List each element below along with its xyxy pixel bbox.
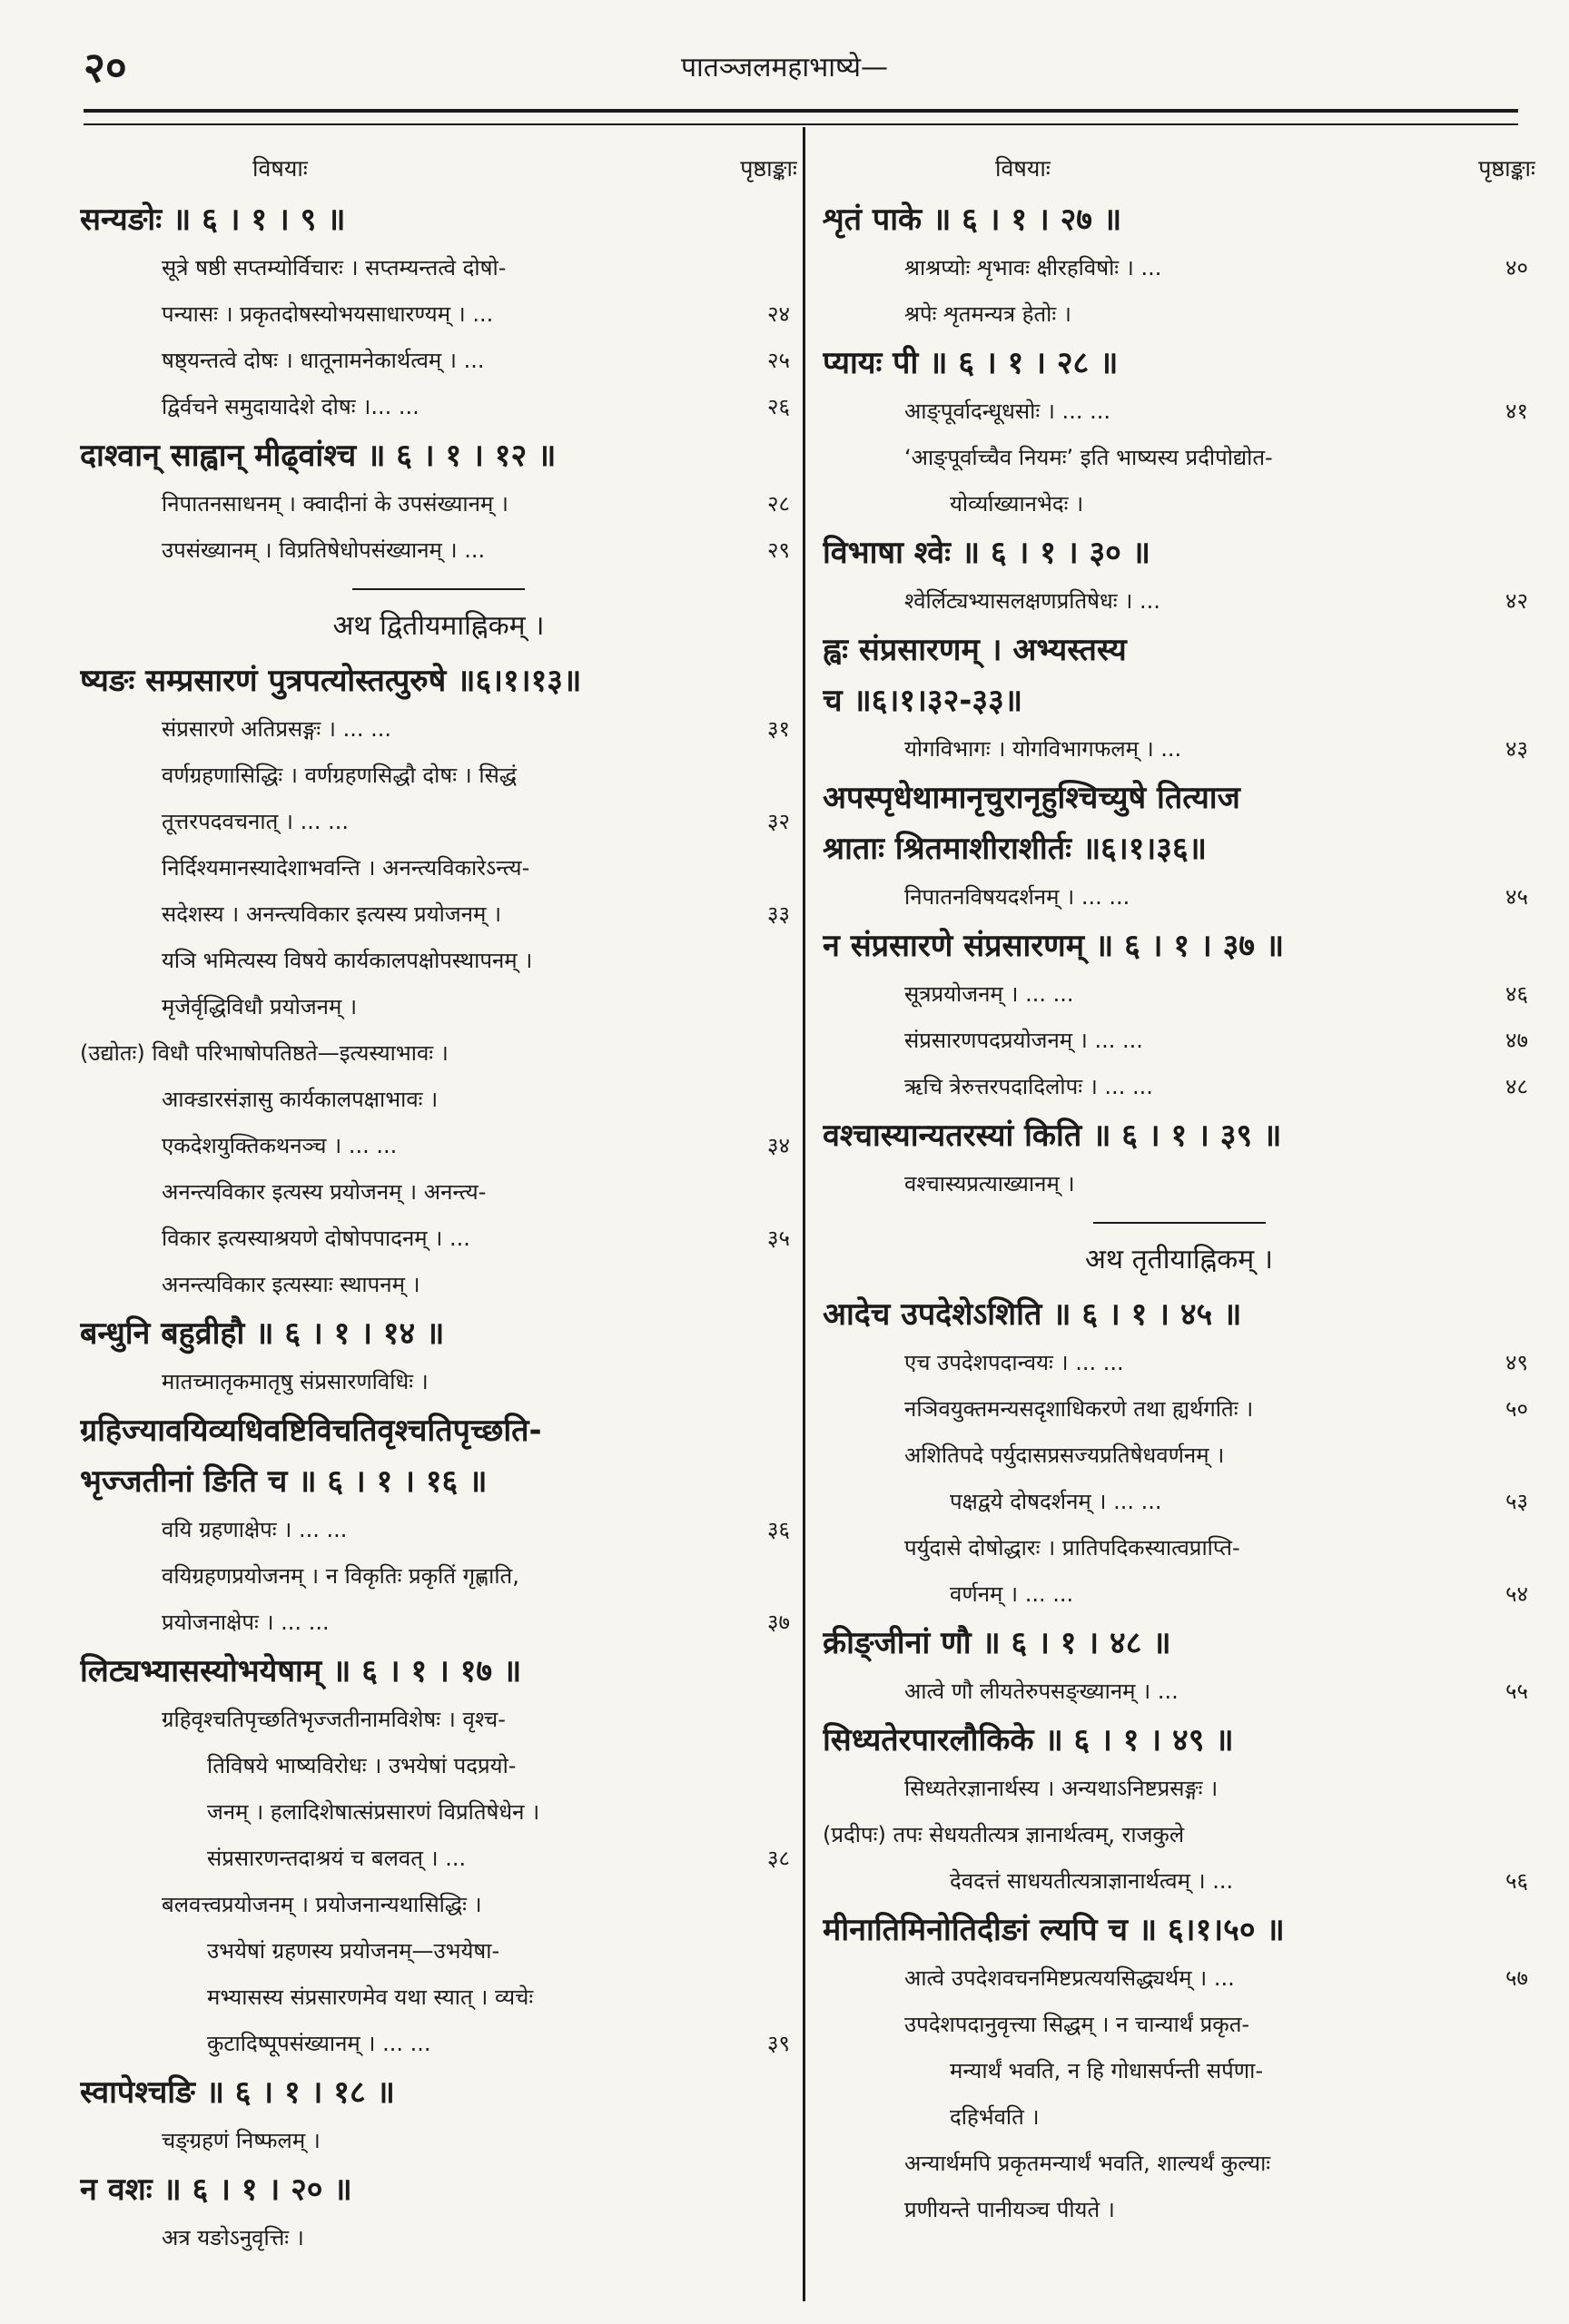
- entry-topic: वश्चास्यप्रत्याख्यानम् ।: [904, 1171, 1075, 1196]
- sutra-heading: भृज्जतीनां ङिति च ॥ ६ । १ । १६ ॥: [80, 1463, 488, 1500]
- index-entry: [823, 1571, 1535, 1618]
- index-entry: [823, 874, 1535, 921]
- entry-topic: वर्णनम् । ... ...: [950, 1581, 1074, 1607]
- index-entry: [80, 845, 797, 891]
- entry-topic: नञिवयुक्तमन्यसदृशाधिकरणे तथा ह्यर्थगतिः ।: [904, 1396, 1254, 1422]
- index-entry: [823, 1386, 1535, 1433]
- entry-page-number: ४०: [1505, 255, 1528, 281]
- entry-topic: पक्षद्वये दोषदर्शनम् । ... ...: [950, 1489, 1162, 1514]
- entry-topic: उभयेषां ग्रहणस्य प्रयोजनम्—उभयेषा-: [207, 1938, 500, 1964]
- entry-page-number: ५०: [1505, 1396, 1528, 1422]
- index-entry: [823, 578, 1535, 625]
- sutra-heading: बन्धुनि बहुव्रीहौ ॥ ६ । १ । १४ ॥: [80, 1315, 445, 1352]
- index-entry: [823, 2094, 1535, 2141]
- entry-topic: वर्णग्रहणासिद्धिः । वर्णग्रहणसिद्धौ दोषः । सिद्धं: [162, 763, 518, 788]
- index-entry: [80, 1262, 797, 1308]
- section-divider: [352, 588, 525, 590]
- index-entry: [823, 1955, 1535, 2002]
- entry-page-number: ५७: [1505, 1965, 1528, 1991]
- index-entry: [823, 1525, 1535, 1571]
- entry-topic: श्रपेः शृतमन्यत्र हेतोः ।: [904, 301, 1071, 327]
- sutra-heading: ग्रहिज्यावयिव्यधिवष्टिविचतिवृश्चतिपृच्छति-: [80, 1413, 542, 1449]
- chapter-heading: अथ द्वितीयमाह्निकम् ।: [332, 610, 545, 642]
- index-entry: [80, 1507, 797, 1553]
- index-entry: [80, 2021, 797, 2067]
- entry-topic: प्रयोजनाक्षेपः । ... ...: [162, 1610, 330, 1635]
- index-entry: [80, 799, 797, 845]
- index-entry: [80, 1928, 797, 1974]
- right-column: [823, 145, 1535, 2297]
- entry-page-number: ३८: [767, 1846, 790, 1871]
- index-entry: [80, 1553, 797, 1600]
- entry-page-number: ३४: [767, 1133, 790, 1158]
- sutra-heading: मीनातिमिनोतिदीङां ल्यपि च ॥ ६।१।५० ॥: [823, 1912, 1285, 1948]
- sutra-heading: च ॥६।१।३२-३३॥: [823, 683, 1023, 719]
- entry-topic: कुटादिष्पूपसंख्यानम् । ... ...: [207, 2031, 431, 2056]
- index-entry: [823, 971, 1535, 1018]
- entry-topic: योर्व्याख्यानभेदः ।: [950, 491, 1084, 517]
- entry-topic: वयिग्रहणप्रयोजनम् । न विकृतिः प्रकृतिं गृह्णाति,: [162, 1563, 519, 1589]
- index-entry: [823, 1161, 1535, 1207]
- index-entry: [80, 1697, 797, 1743]
- index-entry: [80, 245, 797, 291]
- entry-topic: तूत्तरपदवचनात् । ... ...: [162, 809, 350, 834]
- index-entry: [823, 1433, 1535, 1479]
- index-entry: [80, 338, 797, 384]
- entry-page-number: ५५: [1505, 1679, 1528, 1704]
- index-entry: [80, 1123, 797, 1169]
- entry-topic: अशितिपदे पर्युदासप्रसज्यप्रतिषेधवर्णनम् ।: [904, 1443, 1225, 1468]
- right-column-entries: [823, 194, 1535, 2233]
- sutra-heading: क्रीङ्जीनां णौ ॥ ६ । १ । ४८ ॥: [823, 1625, 1171, 1661]
- sutra-heading: स्वापेश्चङि ॥ ६ । १ । १८ ॥: [80, 2074, 395, 2111]
- entry-page-number: ५६: [1505, 1868, 1528, 1894]
- entry-topic: देवदत्तं साधयतीत्यत्राज्ञानार्थत्वम् । ...: [950, 1868, 1234, 1894]
- index-entry: [80, 706, 797, 753]
- index-entry: [823, 2187, 1535, 2233]
- sutra-heading: दाश्वान् साह्वान् मीढ्वांश्च ॥ ६ । १ । १२ ॥: [80, 438, 557, 474]
- sutra-heading: शृतं पाके ॥ ६ । १ । २७ ॥: [823, 202, 1122, 238]
- sutra-heading: विभाषा श्वेः ॥ ६ । १ । ३० ॥: [823, 535, 1151, 571]
- index-entry: [823, 1858, 1535, 1905]
- entry-topic: द्विर्वचने समुदायादेशे दोषः ।... ...: [162, 394, 419, 419]
- entry-page-number: ३१: [767, 716, 790, 742]
- entry-topic: निपातनसाधनम् । क्वादीनां के उपसंख्यानम् ।: [162, 491, 509, 517]
- index-entry: [80, 1836, 797, 1882]
- header-rule-secondary: [84, 123, 1518, 125]
- entry-topic: सूत्रप्रयोजनम् । ... ...: [904, 981, 1074, 1007]
- entry-topic: मृजेर्वृद्धिविधौ प्रयोजनम् ।: [162, 994, 358, 1019]
- entry-page-number: ४८: [1505, 1074, 1528, 1099]
- entry-topic: अनन्त्यविकार इत्यस्याः स्थापनम् ।: [162, 1272, 420, 1297]
- index-entry: [80, 2215, 797, 2261]
- entry-topic: संप्रसारणन्तदाश्रयं च बलवत् । ...: [207, 1846, 467, 1871]
- chapter-heading: अथ तृतीयाह्निकम् ।: [1084, 1244, 1274, 1275]
- index-entry: [823, 726, 1535, 773]
- index-entry: [823, 1766, 1535, 1812]
- sutra-heading: सिध्यतेरपारलौकिके ॥ ६ । १ । ४९ ॥: [823, 1722, 1234, 1758]
- entry-page-number: ४५: [1505, 884, 1528, 910]
- index-entry: [80, 527, 797, 574]
- entry-topic: ग्रहिवृश्चतिपृच्छतिभृज्जतीनामविशेषः । वृश्च-: [162, 1707, 506, 1732]
- entry-topic: उपसंख्यानम् । विप्रतिषेधोपसंख्यानम् । ...: [162, 537, 486, 563]
- entry-topic: पर्युदासे दोषोद्धारः । प्रातिपदिकस्यात्वप्राप्ति-: [904, 1535, 1240, 1561]
- sutra-heading: न वशः ॥ ६ । १ । २० ॥: [80, 2171, 352, 2208]
- entry-page-number: ३९: [767, 2031, 790, 2056]
- entry-topic: तिविषये भाष्यविरोधः । उभयेषां पदप्रयो-: [207, 1753, 517, 1778]
- entry-topic: संप्रसारणपदप्रयोजनम् । ... ...: [904, 1028, 1143, 1053]
- sutra-heading: ह्वः संप्रसारणम् । अभ्यस्तस्य: [823, 632, 1127, 668]
- entry-topic: श्राश्रप्योः शृभावः क्षीरहविषोः । ...: [904, 255, 1162, 281]
- entry-page-number: २५: [767, 348, 790, 373]
- index-entry: [80, 891, 797, 938]
- entry-page-number: ४१: [1505, 399, 1528, 424]
- sutra-heading: न संप्रसारणे संप्रसारणम् ॥ ६ । १ । ३७ ॥: [823, 928, 1285, 964]
- entry-topic: अन्यार्थमपि प्रकृतमन्यार्थं भवति, शाल्यर्थं कुल्याः: [904, 2151, 1271, 2176]
- sutra-heading: वश्चास्यान्यतरस्यां किति ॥ ६ । १ । ३९ ॥: [823, 1118, 1282, 1154]
- header-rule: [84, 109, 1518, 113]
- index-entry: [823, 1064, 1535, 1110]
- entry-topic: सदेशस्य । अनन्त्यविकार इत्यस्य प्रयोजनम् ।: [162, 901, 502, 927]
- entry-topic: ‘आङ्पूर्वाच्चैव नियमः’ इति भाष्यस्य प्रदीपोद्योत-: [904, 445, 1273, 470]
- entry-page-number: ५३: [1505, 1489, 1528, 1514]
- entry-topic: मातच्मातृकमातृषु संप्रसारणविधिः ।: [162, 1369, 429, 1394]
- index-entry: [823, 1812, 1535, 1858]
- entry-topic: मभ्यासस्य संप्रसारणमेव यथा स्यात् । व्यचेः: [207, 1984, 534, 2010]
- entry-topic: वयि ग्रहणाक्षेपः । ... ...: [162, 1517, 348, 1542]
- index-entry: [823, 245, 1535, 291]
- index-entry: [80, 984, 797, 1030]
- entry-page-number: २४: [767, 301, 790, 327]
- index-entry: [823, 2048, 1535, 2094]
- entry-topic: ऋचि त्रेरुत्तरपदादिलोपः । ... ...: [904, 1074, 1153, 1099]
- index-entry: [80, 1030, 797, 1077]
- entry-topic: मन्यार्थं भवति, न हि गोधासर्पन्ती सर्पणा-: [950, 2058, 1264, 2083]
- index-entry: [823, 1479, 1535, 1525]
- entry-topic: सूत्रे षष्ठी सप्तम्योर्विचारः । सप्तम्यन्तत्वे दोषो-: [162, 255, 507, 281]
- entry-page-number: ४३: [1505, 736, 1528, 762]
- entry-topic: दहिर्भवति ।: [950, 2104, 1040, 2130]
- index-entry: [80, 1169, 797, 1216]
- left-column-header: [80, 145, 797, 194]
- page-number: २०: [84, 43, 127, 92]
- running-title: पातञ्जलमहाभाष्ये—: [680, 52, 889, 84]
- entry-topic: पन्यासः । प्रकृतदोषस्योभयसाधारण्यम् । ...: [162, 301, 494, 327]
- entry-topic: (उद्योतः) विधौ परिभाषोपतिष्ठते—इत्यस्याभावः ।: [80, 1040, 449, 1066]
- entry-topic: श्वेर्लिट्यभ्यासलक्षणप्रतिषेधः । ...: [904, 588, 1160, 614]
- sutra-heading: सन्यङोः ॥ ६ । १ । ९ ॥: [80, 202, 346, 238]
- entry-page-number: ३५: [767, 1226, 790, 1251]
- entry-topic: विकार इत्यस्याश्रयणे दोषोपपादनम् । ...: [162, 1226, 470, 1251]
- entry-topic: जनम् । हलादिशेषात्संप्रसारणं विप्रतिषेधेन ।: [207, 1799, 540, 1825]
- entry-topic: योगविभागः । योगविभागफलम् । ...: [904, 736, 1182, 762]
- entry-page-number: ४७: [1505, 1028, 1528, 1053]
- index-entry: [80, 753, 797, 799]
- index-entry: [80, 1882, 797, 1928]
- sutra-heading: ष्यङः सम्प्रसारणं पुत्रपत्योस्तत्पुरुषे ॥६।१।१३॥: [80, 663, 582, 699]
- entry-page-number: २८: [767, 491, 790, 517]
- entry-topic: यञि भमित्यस्य विषये कार्यकालपक्षोपस्थापनम् ।: [162, 948, 533, 973]
- entry-page-number: २६: [767, 394, 790, 419]
- sutra-heading: लिट्यभ्यासस्योभयेषाम् ॥ ६ । १ । १७ ॥: [80, 1653, 522, 1689]
- entry-topic: एकदेशयुक्तिकथनञ्च । ... ...: [162, 1133, 398, 1158]
- index-entry: [80, 481, 797, 527]
- index-entry: [80, 1789, 797, 1836]
- index-entry: [80, 1359, 797, 1405]
- index-entry: [823, 1018, 1535, 1064]
- index-entry: [823, 435, 1535, 481]
- entry-page-number: ४९: [1505, 1350, 1528, 1375]
- index-entry: [80, 1743, 797, 1789]
- index-entry: [823, 291, 1535, 338]
- entry-topic: आत्वे णौ लीयतेरुपसङ्ख्यानम् । ...: [904, 1679, 1179, 1704]
- entry-topic: निपातनविषयदर्शनम् । ... ...: [904, 884, 1130, 910]
- section-divider: [1093, 1222, 1266, 1224]
- column-divider: [803, 127, 805, 2301]
- entry-topic: एच उपदेशपदान्वयः । ... ...: [904, 1350, 1124, 1375]
- index-entry: [80, 2118, 797, 2164]
- left-page-heading: पृष्ठाङ्काः: [740, 155, 797, 182]
- entry-topic: बलवत्त्वप्रयोजनम् । प्रयोजनान्यथासिद्धिः ।: [162, 1892, 482, 1917]
- entry-page-number: २९: [767, 537, 790, 563]
- index-entry: [80, 291, 797, 338]
- entry-topic: आङ्पूर्वादन्धूधसोः । ... ...: [904, 399, 1110, 424]
- entry-topic: अत्र यङोऽनुवृत्तिः ।: [162, 2225, 304, 2250]
- entry-topic: आक्डारसंज्ञासु कार्यकालपक्षाभावः ।: [162, 1087, 439, 1112]
- index-entry: [823, 1669, 1535, 1715]
- left-topic-heading: विषयाः: [252, 155, 308, 182]
- entry-topic: आत्वे उपदेशवचनमिष्टप्रत्ययसिद्ध्यर्थम् । ...: [904, 1965, 1235, 1991]
- entry-topic: चङ्ग्रहणं निष्फलम् ।: [162, 2128, 321, 2153]
- entry-page-number: ३२: [767, 809, 790, 834]
- entry-topic: उपदेशपदानुवृत्त्या सिद्धम् । न चान्यार्थं प्रकृत-: [904, 2012, 1250, 2037]
- index-entry: [80, 938, 797, 984]
- entry-page-number: ३३: [767, 901, 790, 927]
- entry-topic: प्रणीयन्ते पानीयञ्च पीयते ।: [904, 2197, 1115, 2222]
- sutra-heading: श्राताः श्रितमाशीराशीर्तः ॥६।१।३६॥: [823, 831, 1208, 867]
- entry-page-number: ३६: [767, 1517, 790, 1542]
- entry-topic: अनन्त्यविकार इत्यस्य प्रयोजनम् । अनन्त्य-: [162, 1179, 487, 1205]
- left-column: [80, 145, 797, 2297]
- right-page-heading: पृष्ठाङ्काः: [1478, 155, 1535, 182]
- index-entry: [80, 1974, 797, 2021]
- entry-topic: निर्दिश्यमानस्यादेशाभवन्ति । अनन्त्यविकारेऽन्त्य-: [162, 855, 530, 881]
- sutra-heading: अपस्पृधेथामानृचुरानृहुश्चिच्युषे तित्याज: [823, 780, 1240, 816]
- sutra-heading: प्यायः पी ॥ ६ । १ । २८ ॥: [823, 345, 1119, 381]
- index-entry: [823, 481, 1535, 527]
- entry-topic: षष्ठ्यन्तत्वे दोषः । धातूनामनेकार्थत्वम् । ...: [162, 348, 485, 373]
- right-topic-heading: विषयाः: [995, 155, 1051, 182]
- entry-topic: (प्रदीपः) तपः सेधयतीत्यत्र ज्ञानार्थत्वम्, राजकुले: [823, 1822, 1185, 1847]
- index-entry: [823, 2141, 1535, 2187]
- entry-page-number: ३७: [767, 1610, 790, 1635]
- index-entry: [823, 389, 1535, 435]
- index-entry: [80, 1216, 797, 1262]
- index-entry: [823, 1340, 1535, 1386]
- index-entry: [80, 1600, 797, 1646]
- entry-topic: सिध्यतेरज्ञानार्थस्य । अन्यथाऽनिष्टप्रसङ्गः ।: [904, 1776, 1219, 1801]
- entry-topic: संप्रसारणे अतिप्रसङ्गः । ... ...: [162, 716, 392, 742]
- entry-page-number: ५४: [1505, 1581, 1528, 1607]
- index-entry: [80, 384, 797, 430]
- index-entry: [823, 2002, 1535, 2048]
- left-column-entries: [80, 194, 797, 2261]
- entry-page-number: ४२: [1505, 588, 1528, 614]
- right-column-header: [823, 145, 1535, 194]
- index-entry: [80, 1077, 797, 1123]
- entry-page-number: ४६: [1505, 981, 1528, 1007]
- sutra-heading: आदेच उपदेशेऽशिति ॥ ६ । १ । ४५ ॥: [823, 1296, 1242, 1333]
